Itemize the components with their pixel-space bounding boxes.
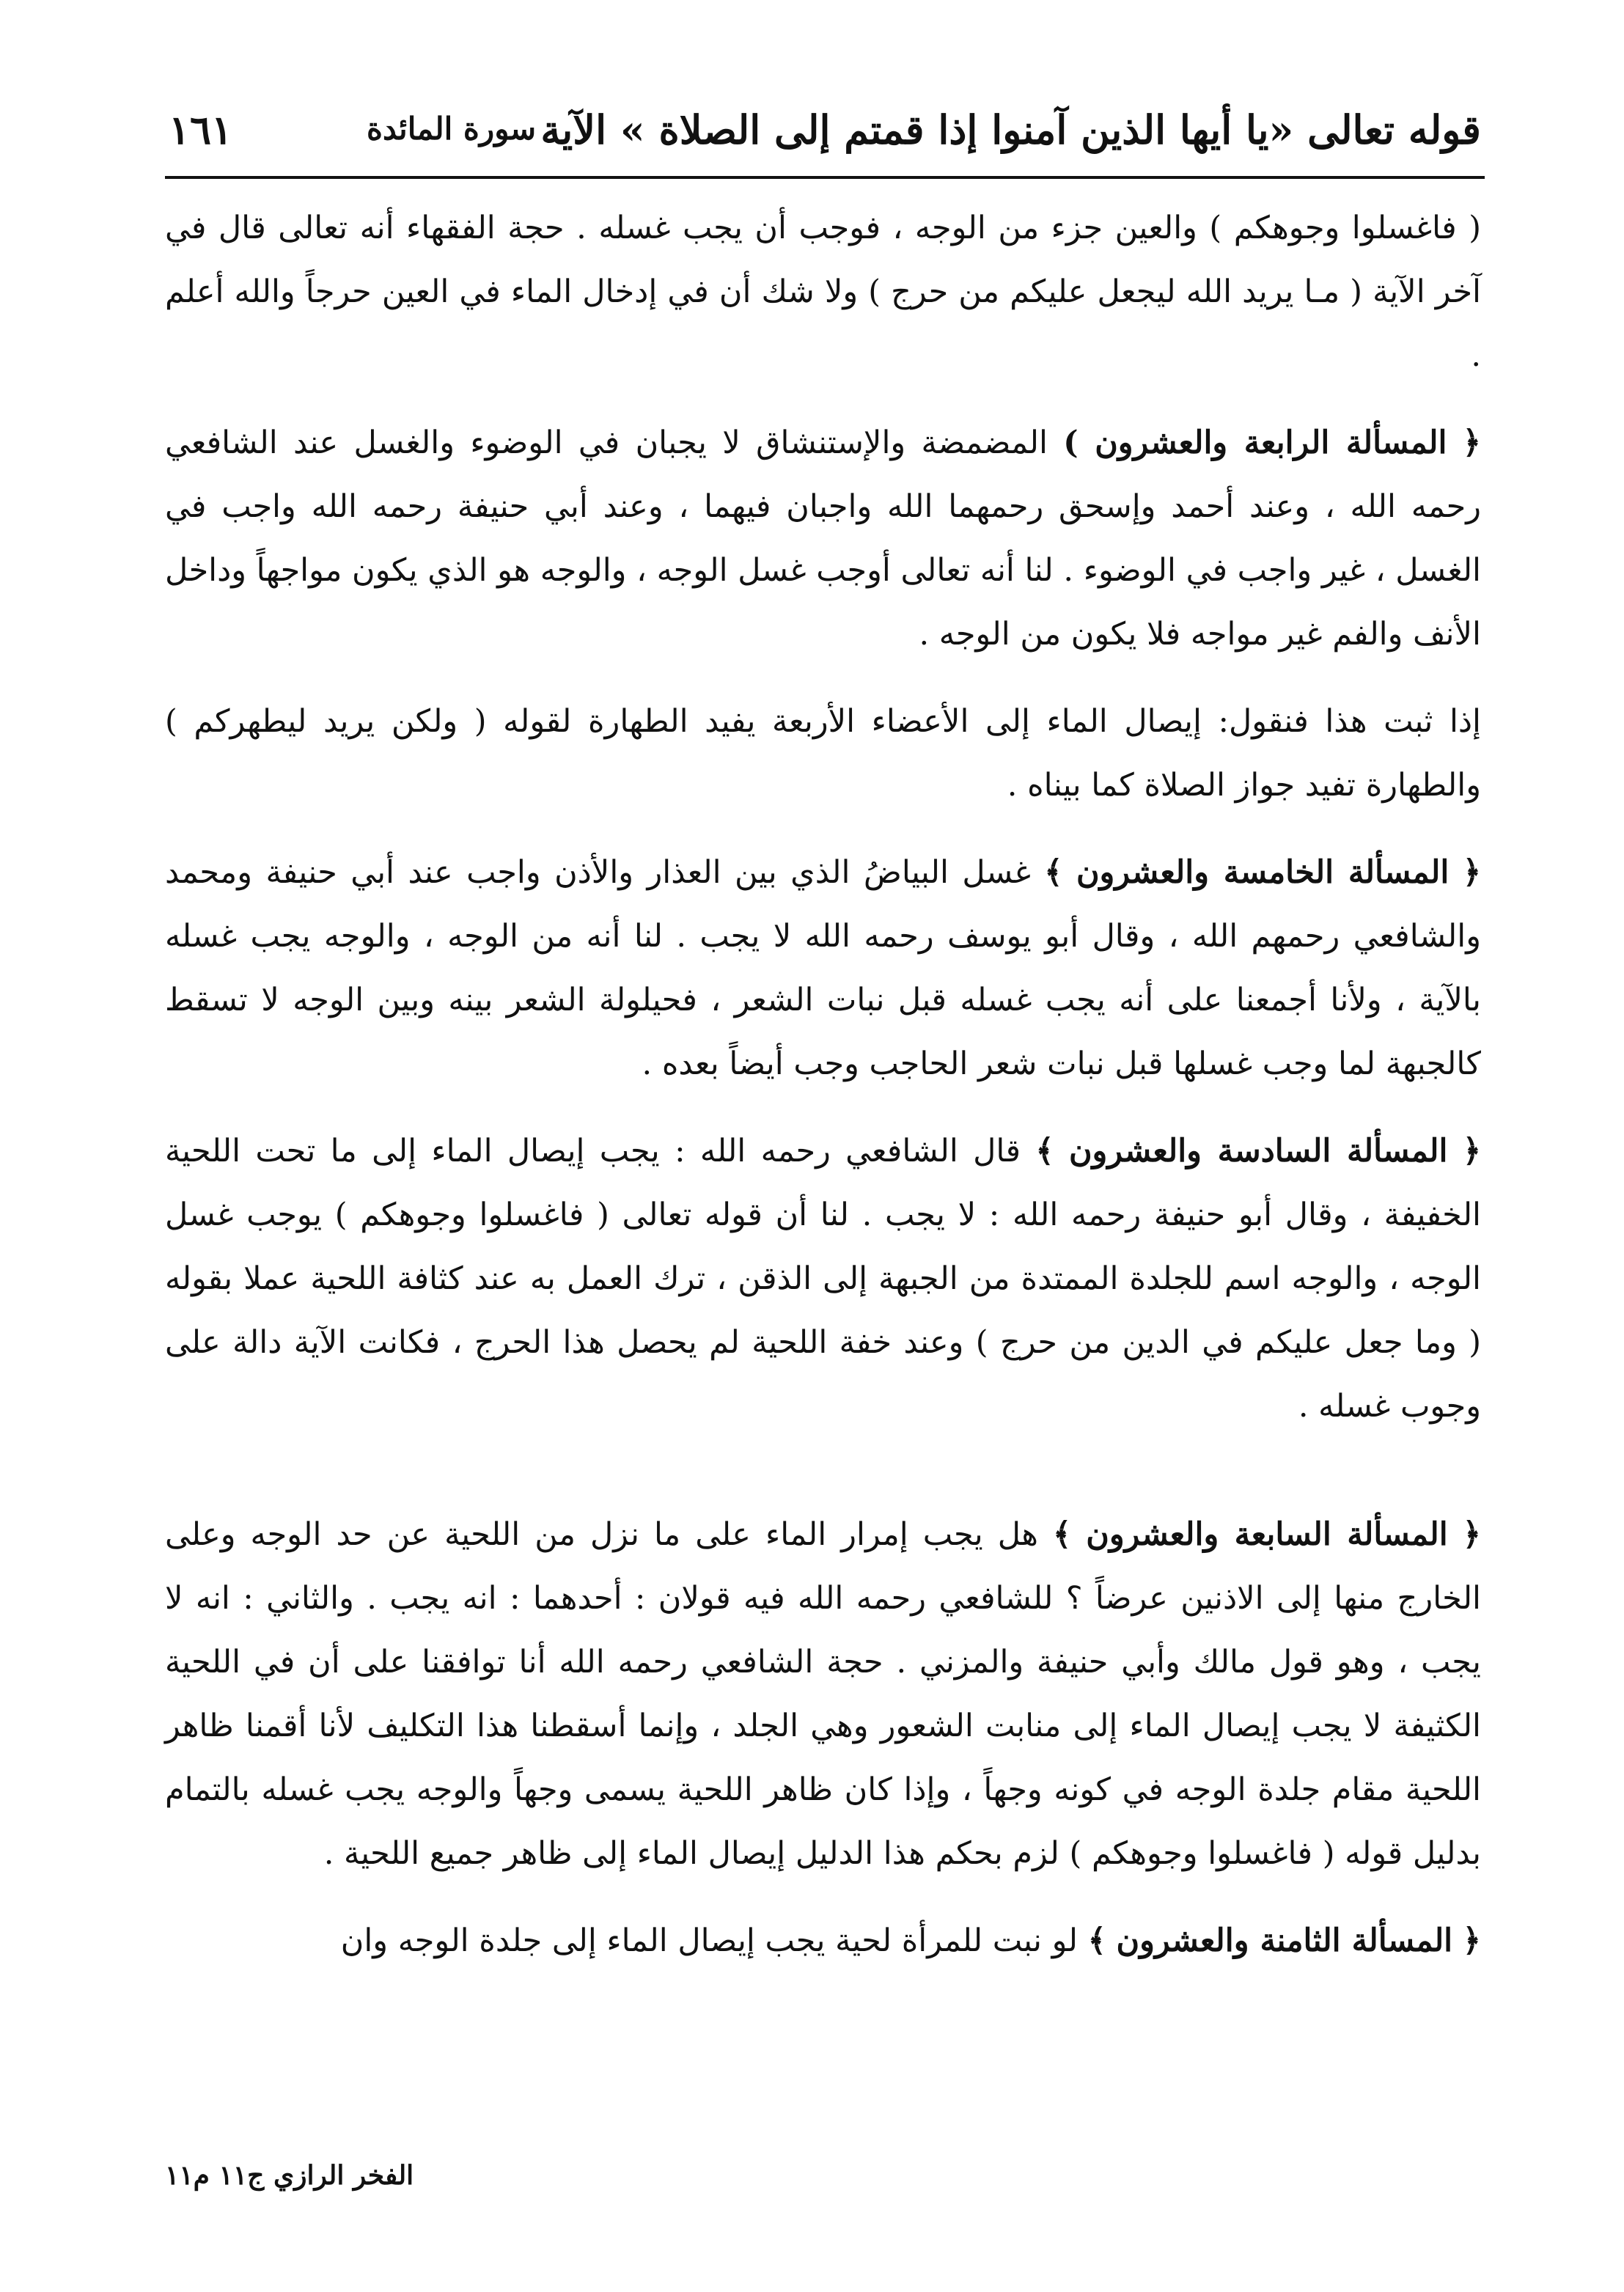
ornate-bracket-open: ﴿	[1462, 1516, 1481, 1553]
paragraph-6	[165, 1503, 1481, 1886]
ornate-bracket-open: ﴿	[1462, 1133, 1482, 1169]
page-header	[169, 106, 1481, 165]
surah-name: سورة المائدة	[367, 111, 537, 147]
running-title: قوله تعالى «يا أيها الذين آمنوا إذا قمتم إلى الصلاة » الآية	[540, 106, 1481, 153]
ornate-bracket-close: ﴾	[1044, 854, 1063, 891]
issue-heading: المسألة السادسة والعشرون	[1068, 1133, 1448, 1169]
paragraph-4	[165, 841, 1481, 1096]
paragraph-7	[165, 1909, 1481, 1973]
issue-heading: المسألة السابعة والعشرون	[1086, 1516, 1448, 1553]
ornate-bracket-open: ﴿	[1462, 1922, 1481, 1959]
ornate-bracket-close: ﴾	[1087, 1922, 1106, 1959]
header-divider	[165, 176, 1485, 179]
page-number: ١٦١	[169, 106, 233, 153]
paragraph-text: إذا ثبت هذا فنقول: إيصال الماء إلى الأعضاء الأربعة يفيد الطهارة لقوله ( ولكن يريد ليطهركم ) والطهارة تفيد جواز الصلاة كما بيناه .	[165, 703, 1481, 804]
paragraph-text: لو نبت للمرأة لحية يجب إيصال الماء إلى جلدة الوجه وان	[340, 1922, 1078, 1959]
paragraph-2	[165, 411, 1481, 666]
paragraph-text: غسل البياضُ الذي بين العذار والأذن واجب عند أبي حنيفة ومحمد والشافعي رحمهم الله ، وقال أبو يوسف رحمه الله لا يجب . لنا أنه من الوجه ، والوجه يجب غسله بالآية ، ولأنا أجمعنا على أنه يجب غسله قبل نبات الشعر ، فحيلولة الشعر بينه وبين الوجه لا تسقط كالجبهة لما وجب غسلها قبل نبات شعر الحاجب وجب أيضاً بعده .	[165, 854, 1481, 1082]
paragraph-5	[165, 1120, 1481, 1439]
paragraph-3	[165, 690, 1481, 818]
ornate-bracket-close: ﴾	[1035, 1133, 1054, 1169]
ornate-bracket-close: ﴾	[1053, 1516, 1072, 1553]
paragraph-text: ( فاغسلوا وجوهكم ) والعين جزء من الوجه ، فوجب أن يجب غسله . حجة الفقهاء أنه تعالى قال في آخر الآية ( مـا يريد الله ليجعل عليكم من حرج ) ولا شك أن في إدخال الماء في العين حرجاً والله أعلم .	[165, 210, 1481, 374]
footer-signature: الفخر الرازي ج١١ م١١	[165, 2160, 414, 2191]
paragraph-text: قال الشافعي رحمه الله : يجب إيصال الماء إلى ما تحت اللحية الخفيفة ، وقال أبو حنيفة رحمه الله : لا يجب . لنا أن قوله تعالى ( فاغسلوا وجوهكم ) يوجب غسل الوجه ، والوجه اسم للجلدة الممتدة من الجبهة إلى الذقن ، ترك العمل به عند كثافة اللحية عملا بقوله ( وما جعل عليكم في الدين من حرج ) وعند خفة اللحية لم يحصل هذا الحرج ، فكانت الآية دالة على وجوب غسله .	[165, 1133, 1481, 1425]
ornate-bracket-open: ﴿	[1462, 425, 1481, 461]
page-body	[165, 196, 1481, 1973]
issue-heading: المسألة الخامسة والعشرون	[1076, 854, 1450, 891]
paragraph-text: هل يجب إمرار الماء على ما نزل من اللحية عن حد الوجه وعلى الخارج منها إلى الاذنين عرضاً ؟ للشافعي رحمه الله فيه قولان : أحدهما : انه يجب . والثاني : انه لا يجب ، وهو قول مالك وأبي حنيفة والمزني . حجة الشافعي رحمه الله أنا توافقنا على أن في اللحية الكثيفة لا يجب إيصال الماء إلى منابت الشعور وهي الجلد ، وإنما أسقطنا هذا التكليف لأنا أقمنا ظاهر اللحية مقام جلدة الوجه في كونه وجهاً ، وإذا كان ظاهر اللحية يسمى وجهاً والوجه يجب غسله بالتمام بدليل قوله ( فاغسلوا وجوهكم ) لزم بحكم هذا الدليل إيصال الماء إلى ظاهر جميع اللحية .	[165, 1516, 1481, 1872]
ornate-bracket-open: ﴿	[1462, 854, 1482, 891]
issue-heading: المسألة الرابعة والعشرون )	[1063, 425, 1447, 461]
paragraph-text: المضمضة والإستنشاق لا يجبان في الوضوء والغسل عند الشافعي رحمه الله ، وعند أحمد وإسحق رحمهما الله واجبان فيهما ، وعند أبي حنيفة رحمه الله واجب في الغسل ، غير واجب في الوضوء . لنا أنه تعالى أوجب غسل الوجه ، والوجه هو الذي يكون مواجهاً وداخل الأنف والفم غير مواجه فلا يكون من الوجه .	[165, 425, 1481, 653]
issue-heading: المسألة الثامنة والعشرون	[1116, 1922, 1453, 1959]
paragraph-1	[165, 196, 1481, 388]
